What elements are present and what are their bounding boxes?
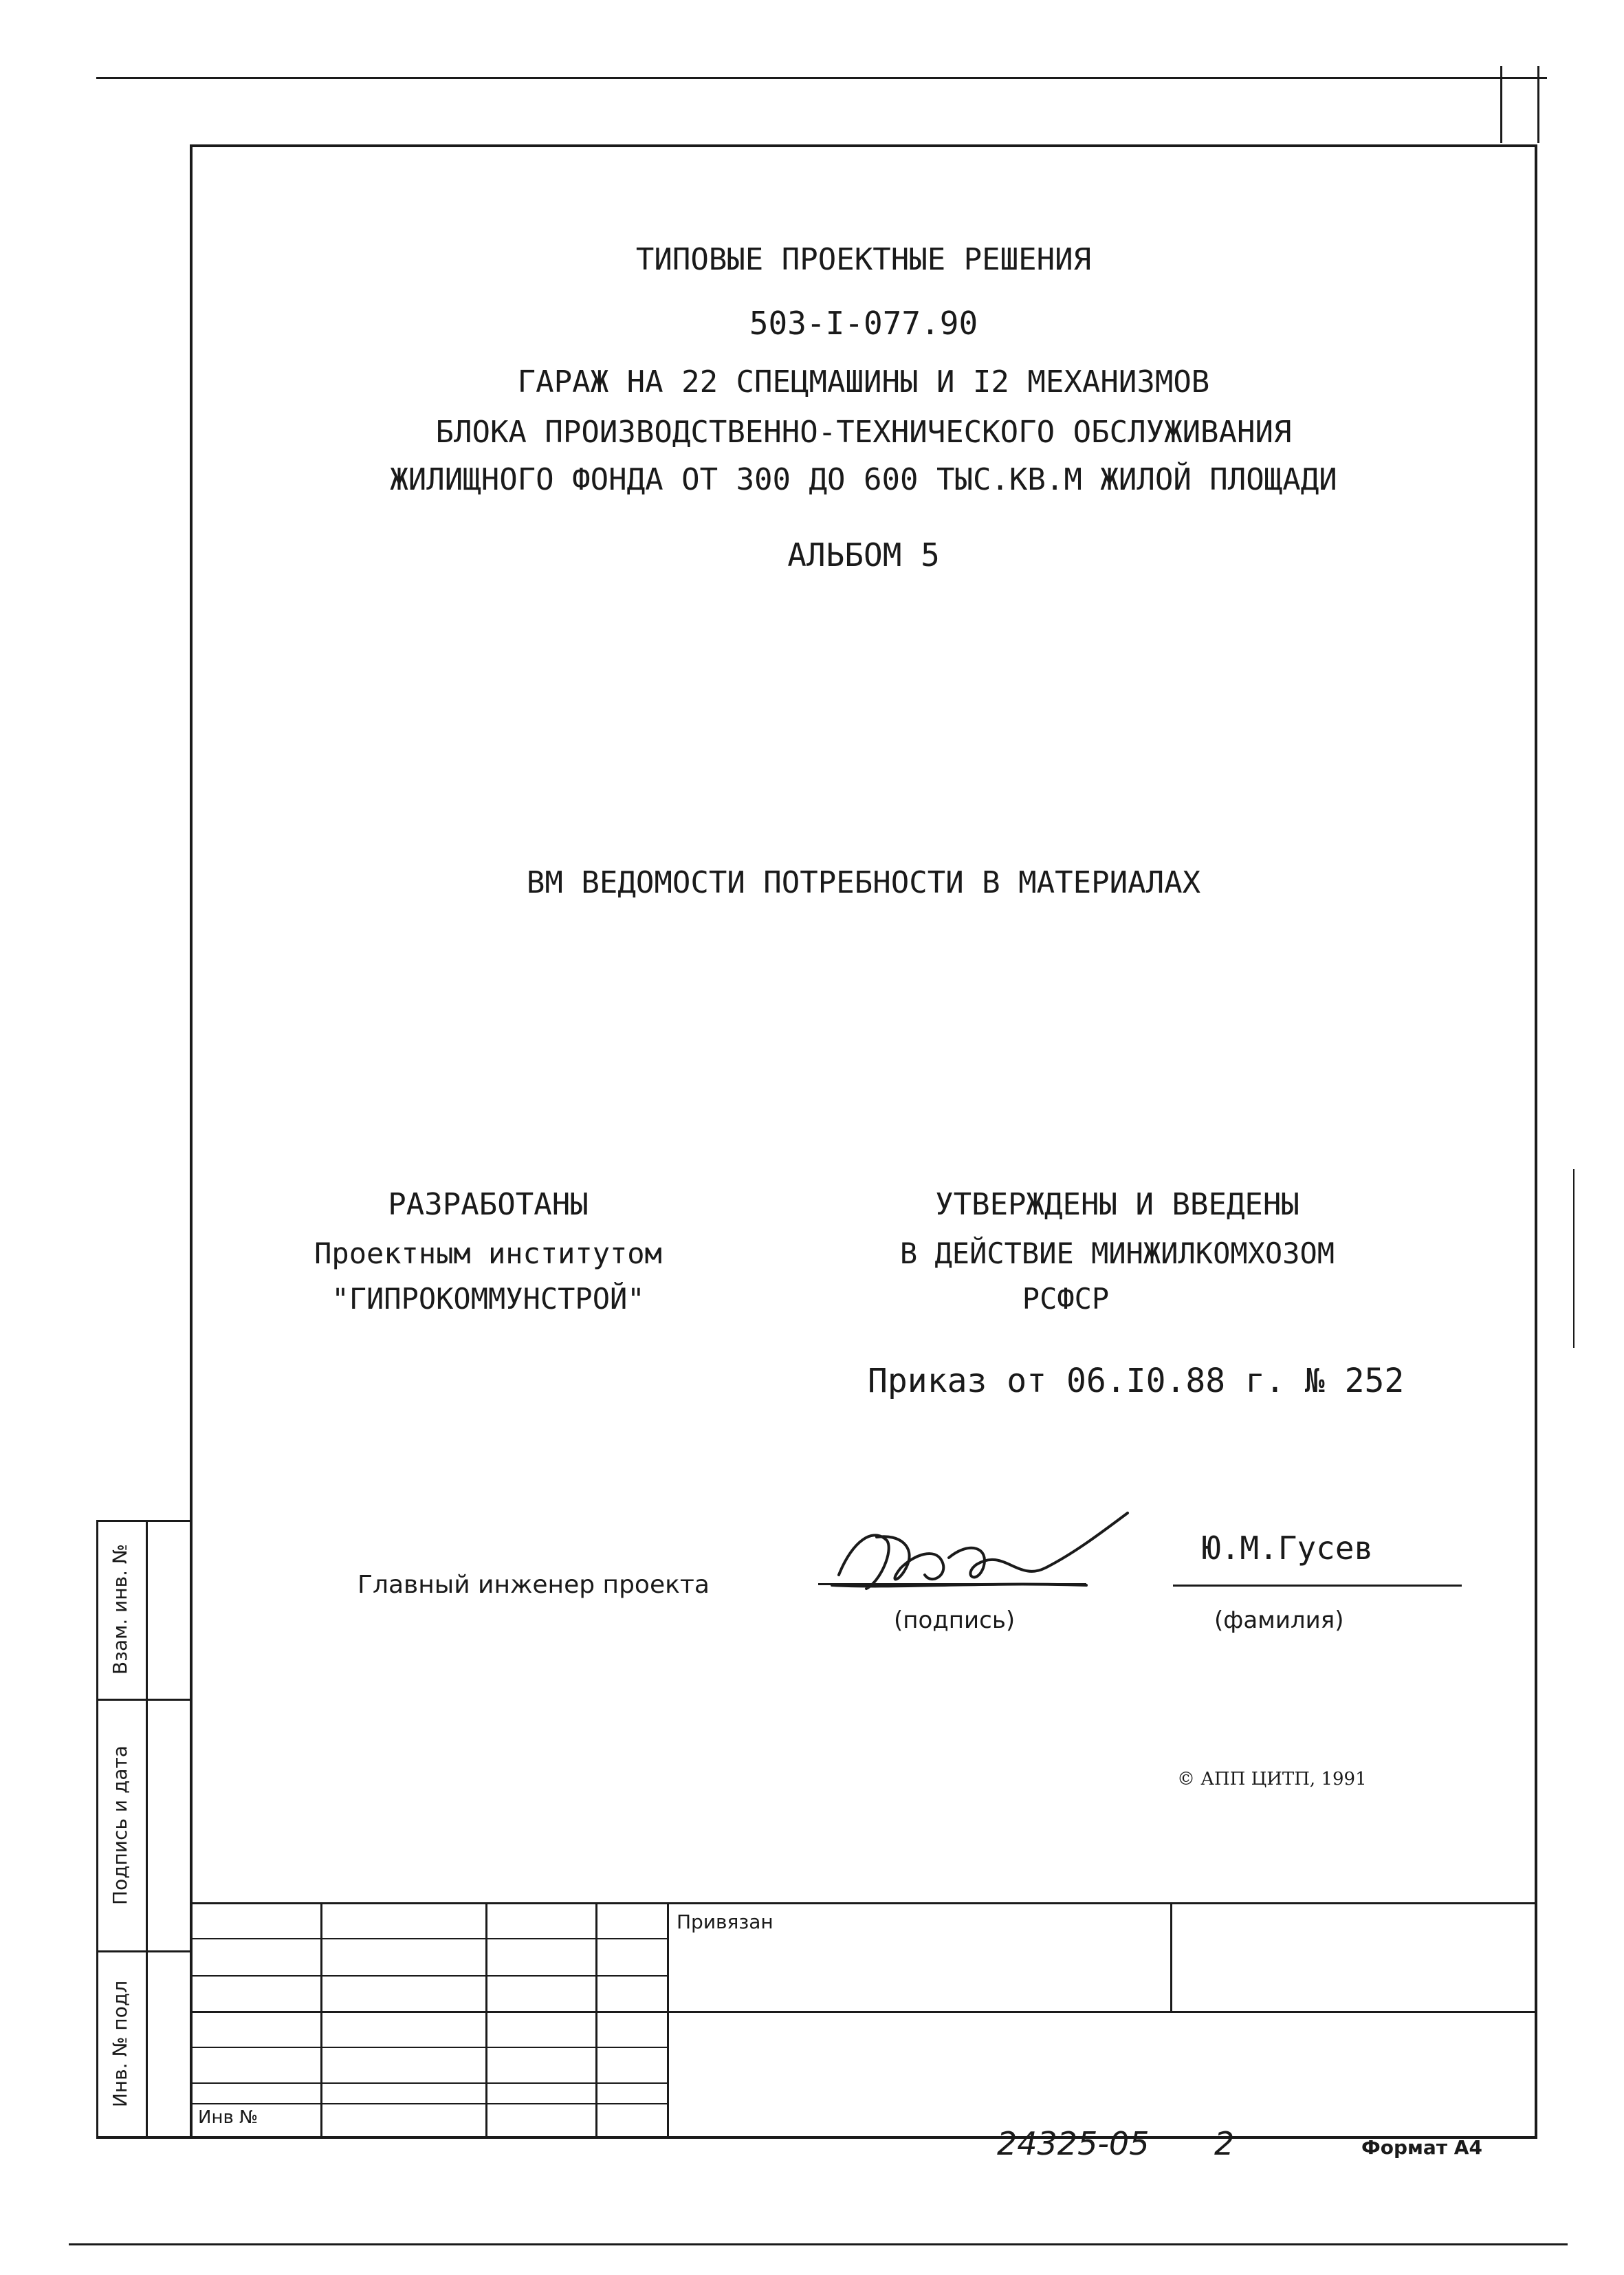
signature-line bbox=[818, 1583, 1086, 1585]
project-title-line-2: БЛОКА ПРОИЗВОДСТВЕННО-ТЕХНИЧЕСКОГО ОБСЛУЖИВАНИЯ bbox=[435, 415, 1292, 450]
top-sheet-corner-vertical bbox=[1500, 66, 1502, 143]
handwritten-signature bbox=[811, 1499, 1169, 1609]
top-sheet-corner-vertical-2 bbox=[1537, 66, 1539, 143]
series-title: ТИПОВЫЕ ПРОЕКТНЫЕ РЕШЕНИЯ bbox=[635, 242, 1092, 277]
signature-caption: (подпись) bbox=[894, 1607, 1016, 1634]
stamp-col-3 bbox=[595, 1902, 597, 2136]
developed-line-2: "ГИПРОКОММУНСТРОЙ" bbox=[331, 1282, 645, 1316]
stamp-col-5 bbox=[1170, 1902, 1172, 2012]
stamp-row-3 bbox=[190, 2011, 1537, 2013]
stamp-col-2 bbox=[485, 1902, 487, 2136]
side-strip-mid bbox=[146, 1520, 148, 2139]
approved-line-1: В ДЕЙСТВИЕ МИНЖИЛКОМХОЗОМ bbox=[899, 1237, 1335, 1270]
engineer-name: Ю.М.Гусев bbox=[1202, 1530, 1374, 1567]
stamp-col-1 bbox=[320, 1902, 322, 2136]
frame-right bbox=[1535, 144, 1537, 2139]
project-title-line-1: ГАРАЖ НА 22 СПЕЦМАШИНЫ И I2 МЕХАНИЗМОВ bbox=[517, 364, 1210, 400]
stamp-col-4 bbox=[667, 1902, 669, 2136]
album-number: АЛЬБОМ 5 bbox=[787, 536, 940, 574]
chief-engineer-role: Главный инженер проекта bbox=[358, 1571, 710, 1599]
stamp-inv-no: Инв № bbox=[198, 2107, 259, 2128]
document-code: 503-I-077.90 bbox=[749, 305, 978, 342]
stamp-privyazan: Привязан bbox=[677, 1911, 773, 1933]
document-number: 24325-05 bbox=[997, 2125, 1150, 2162]
section-title: ВМ ВЕДОМОСТИ ПОТРЕБНОСТИ В МАТЕРИАЛАХ bbox=[526, 865, 1201, 900]
sheet-number: 2 bbox=[1214, 2125, 1235, 2162]
label-vzam-inv: Взам. инв. № bbox=[109, 1543, 131, 1675]
bottom-sheet-edge bbox=[69, 2243, 1568, 2245]
developed-line-1: Проектным институтом bbox=[314, 1237, 662, 1270]
approved-heading: УТВЕРЖДЕНЫ И ВВЕДЕНЫ bbox=[935, 1187, 1299, 1222]
name-line bbox=[1173, 1585, 1462, 1587]
project-title-line-3: ЖИЛИЩНОГО ФОНДА ОТ 300 ДО 600 ТЫС.КВ.М ЖИЛОЙ ПЛОЩАДИ bbox=[390, 462, 1337, 497]
developed-heading: РАЗРАБОТАНЫ bbox=[388, 1187, 589, 1222]
side-strip-left bbox=[96, 1520, 98, 2139]
side-strip-div-1 bbox=[96, 1699, 193, 1701]
top-sheet-edge bbox=[96, 77, 1547, 79]
side-strip-div-2 bbox=[96, 1950, 193, 1952]
frame-bottom bbox=[96, 2136, 1537, 2139]
frame-top bbox=[190, 144, 1537, 147]
name-caption: (фамилия) bbox=[1214, 1607, 1344, 1634]
label-inv-podl: Инв. № подл bbox=[109, 1980, 131, 2108]
label-podpis-data: Подпись и дата bbox=[109, 1745, 131, 1905]
order-reference: Приказ от 06.I0.88 г. № 252 bbox=[868, 1362, 1405, 1400]
right-margin-tick bbox=[1573, 1169, 1574, 1348]
copyright-notice: © АПП ЦИТП, 1991 bbox=[1177, 1769, 1367, 1789]
approved-line-2: РСФСР bbox=[1022, 1282, 1110, 1316]
stamp-top bbox=[190, 1902, 1537, 1904]
paper-format: Формат А4 bbox=[1361, 2136, 1482, 2159]
